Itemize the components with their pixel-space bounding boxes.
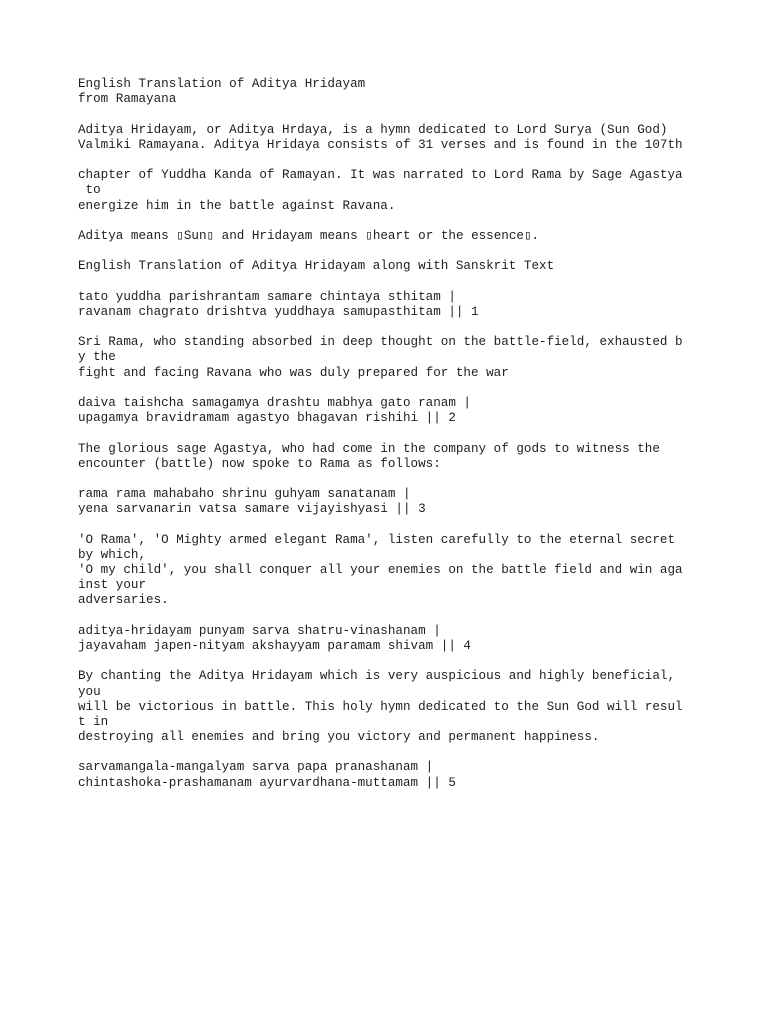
- text-line: aditya-hridayam punyam sarva shatru-vinashanam |: [78, 623, 441, 638]
- blank-line: [78, 745, 758, 760]
- text-line: Sri Rama, who standing absorbed in deep thought on the battle-field, exhausted b: [78, 335, 683, 350]
- blank-line: [78, 214, 758, 229]
- text-line: adversaries.: [78, 593, 169, 608]
- text-line: fight and facing Ravana who was duly prepared for the war: [78, 365, 509, 380]
- text-line: Aditya Hridayam, or Aditya Hrdaya, is a hymn dedicated to Lord Surya (Sun God): [78, 122, 668, 137]
- text-line: jayavaham japen-nityam akshayyam paramam shivam || 4: [78, 638, 471, 653]
- text-line: will be victorious in battle. This holy hymn dedicated to the Sun God will resul: [78, 699, 683, 714]
- text-line: The glorious sage Agastya, who had come in the company of gods to witness the: [78, 441, 660, 456]
- blank-line: [78, 381, 758, 396]
- text-line: tato yuddha parishrantam samare chintaya sthitam |: [78, 289, 456, 304]
- text-line: chintashoka-prashamanam ayurvardhana-muttamam || 5: [78, 775, 456, 790]
- text-line: you: [78, 684, 101, 699]
- text-line: y the: [78, 350, 116, 365]
- blank-line: [78, 517, 758, 532]
- text-line: t in: [78, 714, 109, 729]
- text-line: 'O my child', you shall conquer all your enemies on the battle field and win aga: [78, 563, 683, 577]
- text-line: 'O Rama', 'O Mighty armed elegant Rama', listen carefully to the eternal secret: [78, 532, 676, 547]
- text-line: Aditya means ▯Sun▯ and Hridayam means ▯heart or the essence▯.: [78, 228, 540, 243]
- text-line: sarvamangala-mangalyam sarva papa pranashanam |: [78, 760, 434, 775]
- text-line: rama rama mahabaho shrinu guhyam sanatanam |: [78, 487, 411, 502]
- text-line: energize him in the battle against Ravana.: [78, 198, 396, 213]
- blank-line: [78, 107, 758, 122]
- text-line: to: [78, 183, 101, 198]
- text-line: destroying all enemies and bring you victory and permanent happiness.: [78, 730, 600, 745]
- blank-line: [78, 472, 758, 487]
- document-body: [78, 77, 758, 791]
- text-line: Valmiki Ramayana. Aditya Hridaya consists of 31 verses and is found in the 107th: [78, 137, 683, 152]
- text-line: encounter (battle) now spoke to Rama as follows:: [78, 456, 441, 471]
- text-line: English Translation of Aditya Hridayam along with Sanskrit Text: [78, 259, 555, 274]
- blank-line: [78, 654, 758, 669]
- blank-line: [78, 426, 758, 441]
- blank-line: [78, 320, 758, 335]
- text-line: upagamya bravidramam agastyo bhagavan rishihi || 2: [78, 411, 456, 426]
- text-line: English Translation of Aditya Hridayam: [78, 77, 366, 91]
- blank-line: [78, 274, 758, 289]
- text-line: By chanting the Aditya Hridayam which is very auspicious and highly beneficial,: [78, 669, 676, 684]
- text-line: ravanam chagrato drishtva yuddhaya samupasthitam || 1: [78, 304, 479, 319]
- text-line: inst your: [78, 578, 147, 593]
- text-line: daiva taishcha samagamya drashtu mabhya gato ranam |: [78, 395, 471, 410]
- text-line: from Ramayana: [78, 92, 177, 107]
- blank-line: [78, 153, 758, 168]
- blank-line: [78, 244, 758, 259]
- text-line: by which,: [78, 547, 147, 562]
- text-line: yena sarvanarin vatsa samare vijayishyasi || 3: [78, 502, 426, 517]
- text-line: chapter of Yuddha Kanda of Ramayan. It was narrated to Lord Rama by Sage Agastya: [78, 168, 683, 183]
- blank-line: [78, 609, 758, 624]
